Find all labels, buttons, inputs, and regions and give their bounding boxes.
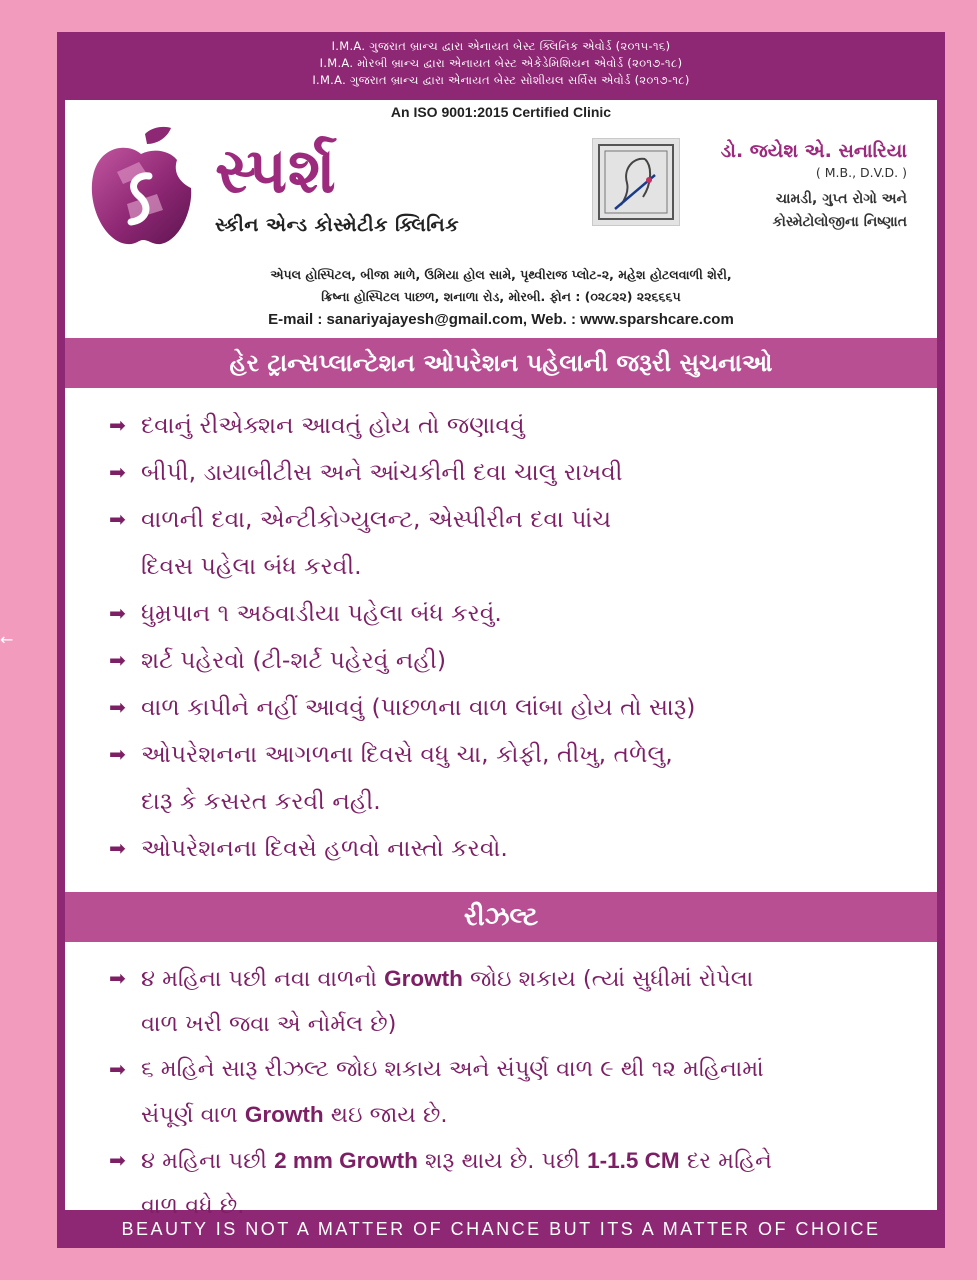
list-item [109, 825, 909, 872]
list-item-text: વાળ કાપીને નહીં આવવું (પાછળના વાળ લાંબા હોય તો સારૂ) [141, 693, 696, 721]
address-line: એપલ હોસ્પિટલ, બીજા માળે, ઉમિયા હોલ સામે, પૃથ્વીરાજ પ્લોટ-૨, મહેશ હોટલવાળી શેરી, [270, 267, 732, 282]
flyer [57, 32, 945, 1248]
list-item [109, 956, 909, 1047]
footer-tagline: BEAUTY IS NOT A MATTER OF CHANCE BUT ITS A MATTER OF CHOICE [121, 1219, 881, 1239]
iso-certification: An ISO 9001:2015 Certified Clinic [390, 104, 612, 120]
list-item-text: ૬ મહિને સારૂ રીઝલ્ટ જોઇ શકાય અને સંપુર્ણ વાળ ૯ થી ૧૨ મહિનામાં સંપૂર્ણ વાળ Growth થઇ જાય છે. [141, 1056, 764, 1128]
arrow-bullet-icon: ➡ [109, 648, 126, 672]
result-panel [65, 942, 937, 1219]
list-item-text: ૪ મહિના પછી નવા વાળનો Growth જોઇ શકાય (ત્યાં સુધીમાં રોપેલા વાળ ખરી જવા એ નોર્મલ છે) [141, 966, 754, 1037]
arrow-bullet-icon: ➡ [109, 695, 126, 719]
clinic-address [65, 256, 937, 338]
doctor-logo-icon [592, 138, 680, 226]
award-line: I.M.A. ગુજરાત બ્રાન્ચ દ્વારા એનાયત બેસ્ટ ક્લિનિક એવોર્ડ (૨૦૧૫-૧૬) [331, 39, 671, 53]
doctor-name: ડો. જયેશ એ. સનારિયા [720, 140, 907, 162]
list-item [109, 590, 909, 637]
list-item [109, 684, 909, 731]
list-item [109, 496, 909, 590]
doctor-degree: ( M.B., D.V.D. ) [815, 165, 907, 180]
arrow-bullet-icon: ➡ [109, 413, 126, 437]
list-item-text: ધુમ્રપાન ૧ અઠવાડીયા પહેલા બંધ કરવું. [141, 599, 502, 627]
side-arrow-marker: ← [0, 630, 14, 649]
result-title: રીઝલ્ટ [65, 892, 937, 942]
result-list [109, 956, 909, 1229]
list-item [109, 731, 909, 825]
doctor-specialty [772, 188, 907, 234]
arrow-bullet-icon: ➡ [109, 507, 126, 531]
list-item-text: ૪ મહિના પછી 2 mm Growth શરૂ થાય છે. પછી 1-1.5 CM દર મહિને વાળ વધે છે. [141, 1148, 772, 1219]
list-item [109, 1047, 909, 1138]
list-item [109, 402, 909, 449]
instructions-title: હેર ટ્રાન્સપ્લાન્ટેશન ઓપરેશન પહેલાની જરૂરી સુચનાઓ [65, 338, 937, 388]
list-item-text: ઓપરેશનના આગળના દિવસે વધુ ચા, કોફી, તીખુ, તળેલુ, દારૂ કે કસરત કરવી નહી. [141, 740, 673, 815]
instructions-list [109, 402, 909, 872]
arrow-bullet-icon: ➡ [109, 966, 126, 990]
list-item-text: બીપી, ડાયાબીટીસ અને આંચકીની દવા ચાલુ રાખવી [141, 458, 623, 486]
apple-logo-icon [87, 124, 195, 248]
arrow-bullet-icon: ➡ [109, 1148, 126, 1172]
arrow-bullet-icon: ➡ [109, 836, 126, 860]
arrow-bullet-icon: ➡ [109, 1057, 126, 1081]
award-line: I.M.A. ગુજરાત બ્રાન્ચ દ્વારા એનાયત બેસ્ટ સોશીયલ સર્વિસ એવોર્ડ (૨૦૧૭-૧૮) [312, 73, 690, 87]
address-line: ક્રિષ્ના હોસ્પિટલ પાછળ, શનાળા રોડ, મોરબી. ફોન : (૦૨૮૨૨) ૨૨૬૬૬૫ [321, 289, 681, 304]
instructions-panel [65, 388, 937, 892]
list-item-text: દવાનું રીએક્શન આવતું હોય તો જણાવવું [141, 411, 525, 439]
list-item-text: વાળની દવા, એન્ટીકોગ્યુલન્ટ, એસ્પીરીન દવા પાંચ દિવસ પહેલા બંધ કરવી. [141, 505, 612, 580]
specialty-line: કોસ્મેટોલોજીના નિષ્ણાત [772, 214, 907, 230]
arrow-bullet-icon: ➡ [109, 460, 126, 484]
arrow-bullet-icon: ➡ [109, 601, 126, 625]
specialty-line: ચામડી, ગુપ્ત રોગો અને [775, 191, 907, 207]
clinic-name: સ્પર્શ [215, 134, 337, 207]
list-item-text: ઓપરેશનના દિવસે હળવો નાસ્તો કરવો. [141, 834, 508, 862]
awards-banner [57, 38, 945, 89]
list-item [109, 449, 909, 496]
clinic-subtitle: સ્કીન એન્ડ કોસ્મેટીક ક્લિનિક [215, 214, 460, 236]
list-item [109, 637, 909, 684]
arrow-bullet-icon: ➡ [109, 742, 126, 766]
list-item-text: શર્ટ પહેરવો (ટી-શર્ટ પહેરવું નહી) [141, 646, 446, 674]
award-line: I.M.A. મોરબી બ્રાન્ચ દ્વારા એનાયત બેસ્ટ એકેડેમિશિયન એવોર્ડ (૨૦૧૭-૧૮) [319, 56, 683, 70]
contact-line: E-mail : sanariyajayesh@gmail.com, Web. : www.sparshcare.com [268, 311, 734, 328]
